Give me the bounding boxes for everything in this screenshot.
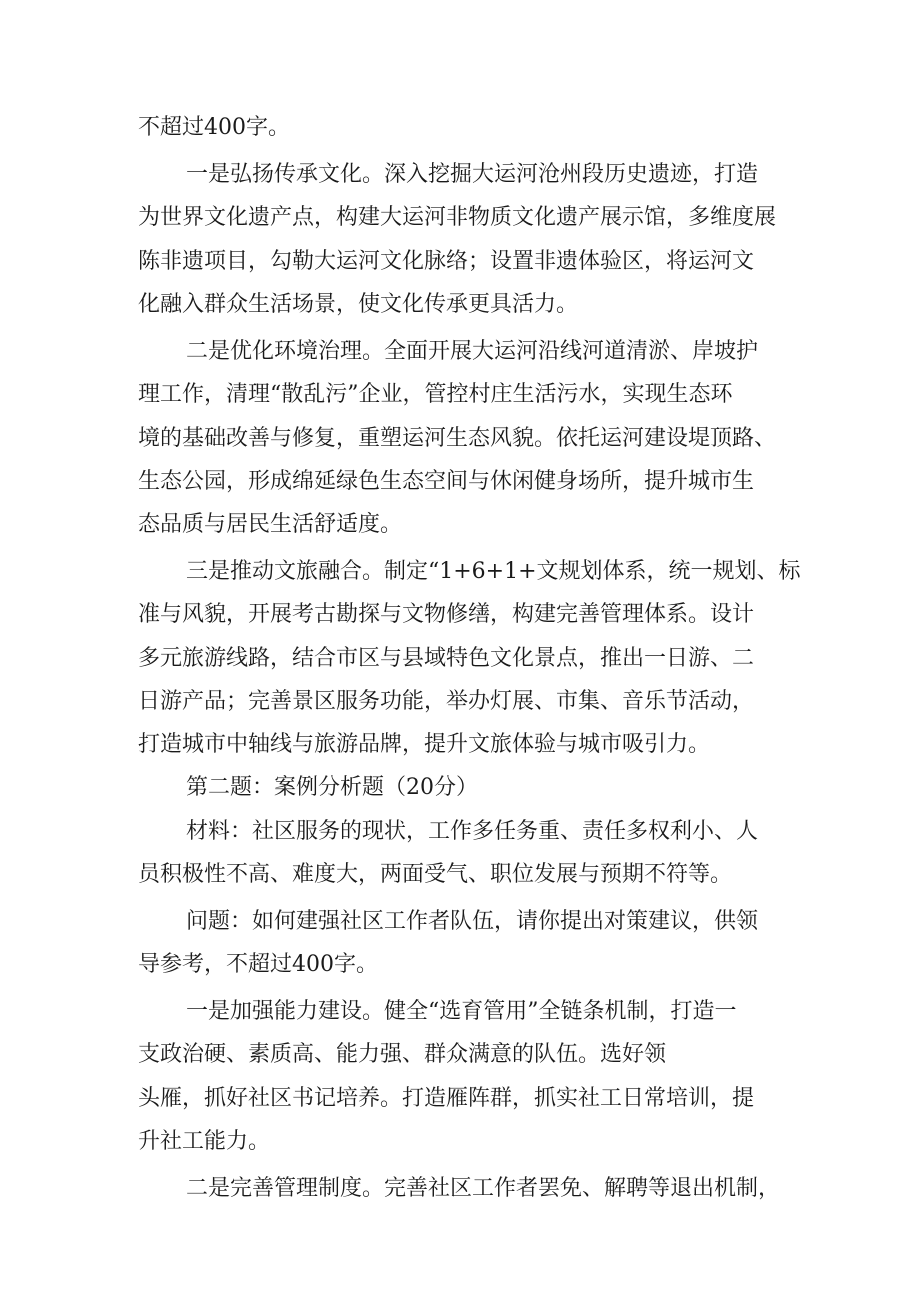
text-line: 生态公园，形成绵延绿色生态空间与休闲健身场所，提升城市生: [138, 469, 755, 494]
text-line: 为世界文化遗产点，构建大运河非物质文化遗产展示馆，多维度展: [138, 205, 777, 230]
text-line: 态品质与居民生活舒适度。: [138, 512, 403, 537]
text-line: 准与风貌，开展考古勘探与文物修缮，构建完善管理体系。设计: [138, 602, 755, 627]
text-line: 导参考，不超过400字。: [138, 952, 378, 977]
text-line: 支政治硬、素质高、能力强、群众满意的队伍。选好领: [138, 1042, 667, 1067]
text-line: 二是优化环境治理。全面开展大运河沿线河道清淤、岸坡护: [186, 339, 759, 364]
text-line: 一是弘扬传承文化。深入挖掘大运河沧州段历史遗迹，打造: [186, 162, 759, 187]
text-line: 员积极性不高、难度大，两面受气、职位发展与预期不符等。: [138, 862, 733, 887]
text-line: 二是完善管理制度。完善社区工作者罢免、解聘等退出机制，: [186, 1176, 781, 1201]
text-line: 材料：社区服务的现状，工作多任务重、责任多权利小、人: [186, 819, 759, 844]
text-line: 化融入群众生活场景，使文化传承更具活力。: [138, 292, 579, 317]
text-line: 不超过400字。: [138, 115, 290, 140]
text-line: 理工作，清理“散乱污”企业，管控村庄生活污水，实现生态环: [138, 382, 733, 407]
text-line: 多元旅游线路，结合市区与县域特色文化景点，推出一日游、二: [138, 646, 755, 671]
text-line: 日游产品；完善景区服务功能，举办灯展、市集、音乐节活动，: [138, 689, 755, 714]
text-line: 境的基础改善与修复，重塑运河生态风貌。依托运河建设堤顶路、: [138, 426, 777, 451]
text-line: 头雁，抓好社区书记培养。打造雁阵群，抓实社工日常培训，提: [138, 1086, 755, 1111]
section-heading: 第二题：案例分析题（20分）: [186, 775, 478, 800]
text-line: 三是推动文旅融合。制定“1+6+1+文规划体系，统一规划、标: [186, 559, 801, 584]
text-line: 打造城市中轴线与旅游品牌，提升文旅体验与城市吸引力。: [138, 732, 711, 757]
text-line: 问题：如何建强社区工作者队伍，请你提出对策建议，供领: [186, 909, 759, 934]
text-line: 一是加强能力建设。健全“选育管用”全链条机制，打造一: [186, 999, 737, 1024]
text-line: 升社工能力。: [138, 1129, 271, 1154]
text-line: 陈非遗项目，勾勒大运河文化脉络；设置非遗体验区，将运河文: [138, 249, 755, 274]
